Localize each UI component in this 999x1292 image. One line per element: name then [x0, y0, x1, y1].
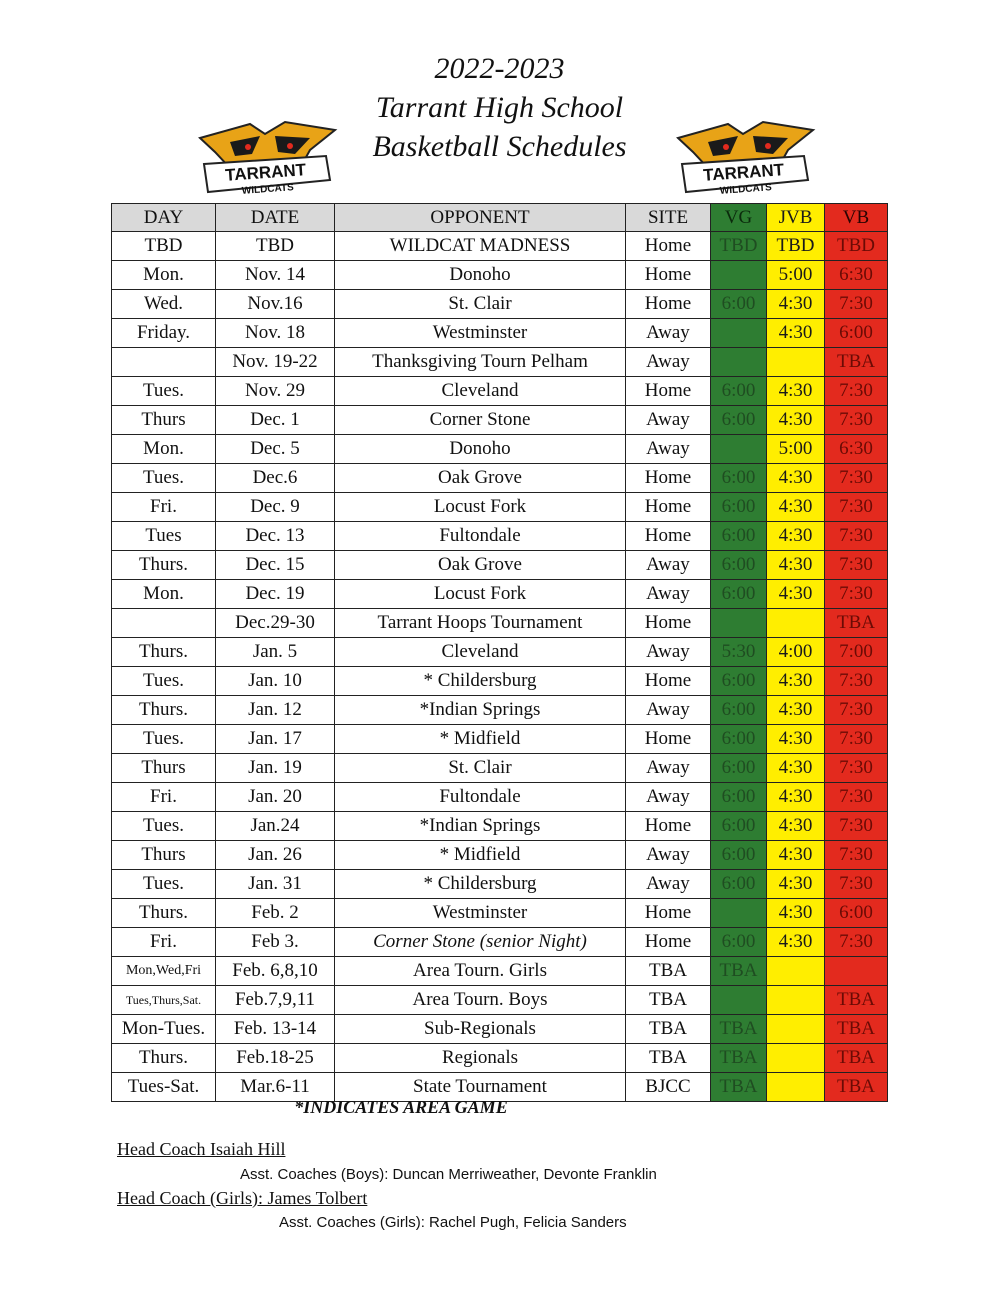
schedule-table [111, 203, 888, 1102]
cell-jvb: 4:30 [767, 580, 825, 609]
cell-opponent: St. Clair [335, 290, 626, 319]
cell-opponent: Corner Stone [335, 406, 626, 435]
cell-opponent: * Childersburg [335, 870, 626, 899]
cell-opponent: Sub-Regionals [335, 1015, 626, 1044]
table-row [112, 754, 888, 783]
cell-date: TBD [216, 232, 335, 261]
cell-vg [711, 319, 767, 348]
cell-date: Dec. 13 [216, 522, 335, 551]
asst-coaches-boys: Asst. Coaches (Boys): Duncan Merriweather, Devonte Franklin [240, 1166, 657, 1183]
cell-site: Away [626, 406, 711, 435]
cell-vg: TBD [711, 232, 767, 261]
cell-vb: 7:30 [825, 696, 888, 725]
cell-vg [711, 609, 767, 638]
cell-site: Home [626, 522, 711, 551]
logo-text-top: TARRANT [224, 160, 307, 185]
cell-opponent: Fultondale [335, 522, 626, 551]
cell-vb: 6:00 [825, 899, 888, 928]
cell-day: Tues,Thurs,Sat. [112, 986, 216, 1015]
cell-site: Away [626, 638, 711, 667]
cell-date: Jan. 10 [216, 667, 335, 696]
cell-jvb: 4:30 [767, 377, 825, 406]
cell-jvb: 4:30 [767, 696, 825, 725]
cell-vb: TBA [825, 609, 888, 638]
cell-jvb: 4:30 [767, 754, 825, 783]
area-game-note: *INDICATES AREA GAME [294, 1097, 508, 1117]
cell-site: TBA [626, 986, 711, 1015]
cell-site: Home [626, 377, 711, 406]
cell-vg: 6:00 [711, 928, 767, 957]
table-row [112, 348, 888, 377]
table-header-row [112, 204, 888, 232]
cell-opponent: Westminster [335, 319, 626, 348]
cell-vb: 6:30 [825, 435, 888, 464]
cell-date: Feb 3. [216, 928, 335, 957]
cell-vg [711, 435, 767, 464]
cell-vg: 6:00 [711, 841, 767, 870]
cell-jvb: 4:30 [767, 406, 825, 435]
cell-jvb: 4:30 [767, 551, 825, 580]
col-header-vb: VB [825, 204, 888, 232]
cell-site: Home [626, 812, 711, 841]
table-row [112, 406, 888, 435]
cell-day: Fri. [112, 493, 216, 522]
table-row [112, 464, 888, 493]
cell-vb: 7:30 [825, 522, 888, 551]
cell-day: Thurs. [112, 638, 216, 667]
cell-opponent: Tarrant Hoops Tournament [335, 609, 626, 638]
cell-jvb [767, 1044, 825, 1073]
logo-text-bottom: WILDCATS [719, 182, 773, 197]
cell-day: Thurs. [112, 551, 216, 580]
cell-vb: 7:30 [825, 725, 888, 754]
col-header-jvb: JVB [767, 204, 825, 232]
cell-opponent: Cleveland [335, 638, 626, 667]
cell-date: Jan. 20 [216, 783, 335, 812]
cell-date: Dec. 1 [216, 406, 335, 435]
cell-jvb: 5:00 [767, 435, 825, 464]
cell-vg: 6:00 [711, 754, 767, 783]
col-header-date: DATE [216, 204, 335, 232]
cell-vb: 7:30 [825, 812, 888, 841]
cell-vg: 6:00 [711, 551, 767, 580]
table-row [112, 609, 888, 638]
cell-jvb: 4:30 [767, 522, 825, 551]
table-row [112, 580, 888, 609]
cell-jvb [767, 609, 825, 638]
cell-day: Tues-Sat. [112, 1073, 216, 1102]
cell-day: Fri. [112, 928, 216, 957]
cell-day: Tues. [112, 812, 216, 841]
cell-jvb [767, 986, 825, 1015]
cell-date: Dec.6 [216, 464, 335, 493]
cell-opponent: Locust Fork [335, 493, 626, 522]
cell-vg [711, 348, 767, 377]
schedule-subtitle: Basketball Schedules [372, 130, 627, 163]
col-header-vg: VG [711, 204, 767, 232]
cell-jvb: 4:00 [767, 638, 825, 667]
cell-vb: 7:30 [825, 783, 888, 812]
cell-date: Dec.29-30 [216, 609, 335, 638]
cell-opponent: Fultondale [335, 783, 626, 812]
cell-vg: 6:00 [711, 522, 767, 551]
cell-day: Tues [112, 522, 216, 551]
cell-site: Away [626, 783, 711, 812]
cell-site: Home [626, 290, 711, 319]
cell-site: Home [626, 667, 711, 696]
cell-site: Away [626, 348, 711, 377]
schedule-year: 2022-2023 [434, 52, 565, 85]
cell-day: Tues. [112, 464, 216, 493]
cell-vg: 6:00 [711, 406, 767, 435]
asst-coaches-girls: Asst. Coaches (Girls): Rachel Pugh, Felicia Sanders [279, 1214, 627, 1231]
col-header-day: DAY [112, 204, 216, 232]
cell-jvb: 4:30 [767, 841, 825, 870]
cell-date: Nov. 14 [216, 261, 335, 290]
cell-site: Away [626, 870, 711, 899]
cell-vg [711, 986, 767, 1015]
cell-jvb: 5:00 [767, 261, 825, 290]
cell-jvb: 4:30 [767, 667, 825, 696]
cell-site: Away [626, 754, 711, 783]
cell-vb: 7:30 [825, 841, 888, 870]
table-row [112, 783, 888, 812]
cell-jvb: 4:30 [767, 870, 825, 899]
cell-vg: TBA [711, 1015, 767, 1044]
cell-vb: 7:30 [825, 551, 888, 580]
cell-date: Dec. 15 [216, 551, 335, 580]
cell-date: Jan. 26 [216, 841, 335, 870]
cell-opponent: Locust Fork [335, 580, 626, 609]
cell-opponent: Thanksgiving Tourn Pelham [335, 348, 626, 377]
cell-day: Tues. [112, 870, 216, 899]
col-header-site: SITE [626, 204, 711, 232]
cell-day: Thurs. [112, 1044, 216, 1073]
cell-date: Nov.16 [216, 290, 335, 319]
cell-site: Home [626, 464, 711, 493]
cell-vg: 6:00 [711, 870, 767, 899]
cell-opponent: WILDCAT MADNESS [335, 232, 626, 261]
cell-date: Jan. 17 [216, 725, 335, 754]
cell-vb [825, 957, 888, 986]
cell-vb: 7:30 [825, 377, 888, 406]
cell-jvb: 4:30 [767, 783, 825, 812]
cell-date: Feb.7,9,11 [216, 986, 335, 1015]
cell-date: Nov. 19-22 [216, 348, 335, 377]
cell-vb: 7:30 [825, 406, 888, 435]
cell-vb: 7:30 [825, 754, 888, 783]
cell-jvb: TBD [767, 232, 825, 261]
cell-site: TBA [626, 957, 711, 986]
cell-vg: TBA [711, 1044, 767, 1073]
table-row [112, 493, 888, 522]
cell-site: Home [626, 928, 711, 957]
cell-site: Away [626, 435, 711, 464]
cell-jvb [767, 1073, 825, 1102]
cell-vb: TBA [825, 1073, 888, 1102]
cell-vg [711, 899, 767, 928]
cell-day: Mon. [112, 435, 216, 464]
cell-opponent: Regionals [335, 1044, 626, 1073]
cell-date: Dec. 5 [216, 435, 335, 464]
cell-day: Fri. [112, 783, 216, 812]
table-row [112, 725, 888, 754]
schedule-body [112, 232, 888, 1102]
cell-vb: 7:30 [825, 290, 888, 319]
cell-day: Tues. [112, 667, 216, 696]
cell-vg [711, 261, 767, 290]
cell-date: Feb. 6,8,10 [216, 957, 335, 986]
cell-site: Home [626, 232, 711, 261]
cell-opponent: Oak Grove [335, 551, 626, 580]
cell-site: Home [626, 609, 711, 638]
table-row [112, 957, 888, 986]
cell-day: Thurs [112, 754, 216, 783]
table-row [112, 377, 888, 406]
cell-date: Jan. 5 [216, 638, 335, 667]
cell-vb: TBA [825, 986, 888, 1015]
cell-vg: TBA [711, 957, 767, 986]
cell-opponent: Westminster [335, 899, 626, 928]
cell-vb: 7:30 [825, 493, 888, 522]
cell-vb: 7:30 [825, 928, 888, 957]
cell-site: Home [626, 493, 711, 522]
table-row [112, 261, 888, 290]
cell-opponent: Oak Grove [335, 464, 626, 493]
table-row [112, 638, 888, 667]
cell-opponent: Corner Stone (senior Night) [335, 928, 626, 957]
cell-opponent: St. Clair [335, 754, 626, 783]
cell-day: Tues. [112, 725, 216, 754]
cell-opponent: * Midfield [335, 841, 626, 870]
cell-date: Mar.6-11 [216, 1073, 335, 1102]
cell-day: Friday. [112, 319, 216, 348]
cell-jvb: 4:30 [767, 290, 825, 319]
cell-jvb: 4:30 [767, 493, 825, 522]
cell-date: Feb. 2 [216, 899, 335, 928]
cell-opponent: *Indian Springs [335, 696, 626, 725]
cell-date: Dec. 9 [216, 493, 335, 522]
cell-jvb: 4:30 [767, 899, 825, 928]
wildcat-logo-icon [668, 120, 818, 200]
cell-vb: TBA [825, 1015, 888, 1044]
cell-site: Away [626, 551, 711, 580]
cell-jvb: 4:30 [767, 812, 825, 841]
logo-text-top: TARRANT [702, 160, 785, 185]
cell-date: Nov. 29 [216, 377, 335, 406]
cell-site: Home [626, 725, 711, 754]
cell-site: Away [626, 696, 711, 725]
cell-site: BJCC [626, 1073, 711, 1102]
cell-opponent: Cleveland [335, 377, 626, 406]
cell-site: Away [626, 841, 711, 870]
cell-vb: 6:00 [825, 319, 888, 348]
cell-vg: 6:00 [711, 667, 767, 696]
cell-vg: 6:00 [711, 725, 767, 754]
cell-vg: 6:00 [711, 580, 767, 609]
cell-jvb: 4:30 [767, 319, 825, 348]
cell-date: Jan. 31 [216, 870, 335, 899]
cell-day: TBD [112, 232, 216, 261]
table-row [112, 928, 888, 957]
cell-vg: 6:00 [711, 812, 767, 841]
cell-vb: 7:30 [825, 464, 888, 493]
table-row [112, 319, 888, 348]
logo-text-bottom: WILDCATS [241, 182, 295, 197]
cell-day: Thurs. [112, 696, 216, 725]
table-row [112, 986, 888, 1015]
cell-vg: 6:00 [711, 290, 767, 319]
table-row [112, 1044, 888, 1073]
cell-vb: 7:30 [825, 870, 888, 899]
cell-vg: 6:00 [711, 783, 767, 812]
cell-date: Jan. 19 [216, 754, 335, 783]
col-header-opponent: OPPONENT [335, 204, 626, 232]
cell-vb: 7:30 [825, 580, 888, 609]
table-row [112, 290, 888, 319]
cell-date: Nov. 18 [216, 319, 335, 348]
cell-day: Thurs [112, 841, 216, 870]
table-row [112, 232, 888, 261]
cell-day: Mon,Wed,Fri [112, 957, 216, 986]
cell-vg: 6:00 [711, 493, 767, 522]
cell-vb: TBA [825, 1044, 888, 1073]
cell-jvb [767, 957, 825, 986]
cell-date: Dec. 19 [216, 580, 335, 609]
cell-vg: 6:00 [711, 377, 767, 406]
cell-jvb: 4:30 [767, 464, 825, 493]
cell-vb: 7:00 [825, 638, 888, 667]
table-row [112, 522, 888, 551]
cell-date: Feb.18-25 [216, 1044, 335, 1073]
cell-vb: TBA [825, 348, 888, 377]
cell-vg: 6:00 [711, 696, 767, 725]
cell-vb: 7:30 [825, 667, 888, 696]
cell-jvb [767, 1015, 825, 1044]
cell-site: Away [626, 319, 711, 348]
cell-site: Home [626, 261, 711, 290]
head-coach-girls: Head Coach (Girls): James Tolbert [117, 1188, 368, 1208]
cell-site: Away [626, 580, 711, 609]
cell-day: Mon. [112, 261, 216, 290]
cell-date: Jan.24 [216, 812, 335, 841]
cell-vg: 6:00 [711, 464, 767, 493]
head-coach: Head Coach Isaiah Hill [117, 1139, 286, 1159]
cell-date: Feb. 13-14 [216, 1015, 335, 1044]
cell-day: Wed. [112, 290, 216, 319]
cell-day [112, 348, 216, 377]
cell-day: Thurs. [112, 899, 216, 928]
cell-date: Jan. 12 [216, 696, 335, 725]
cell-site: TBA [626, 1015, 711, 1044]
cell-day: Mon. [112, 580, 216, 609]
table-row [112, 435, 888, 464]
table-row [112, 812, 888, 841]
cell-opponent: * Childersburg [335, 667, 626, 696]
cell-day: Mon-Tues. [112, 1015, 216, 1044]
cell-vb: 6:30 [825, 261, 888, 290]
cell-jvb: 4:30 [767, 928, 825, 957]
cell-opponent: Area Tourn. Boys [335, 986, 626, 1015]
cell-day: Thurs [112, 406, 216, 435]
table-row [112, 1015, 888, 1044]
cell-opponent: State Tournament [335, 1073, 626, 1102]
cell-site: TBA [626, 1044, 711, 1073]
cell-vg: TBA [711, 1073, 767, 1102]
table-row [112, 551, 888, 580]
cell-day: Tues. [112, 377, 216, 406]
cell-opponent: Donoho [335, 261, 626, 290]
table-row [112, 667, 888, 696]
cell-opponent: *Indian Springs [335, 812, 626, 841]
cell-opponent: Donoho [335, 435, 626, 464]
table-row [112, 841, 888, 870]
table-row [112, 696, 888, 725]
table-row [112, 899, 888, 928]
cell-vg: 5:30 [711, 638, 767, 667]
school-name: Tarrant High School [375, 91, 624, 124]
wildcat-logo-icon [190, 120, 340, 200]
cell-vb: TBD [825, 232, 888, 261]
cell-day [112, 609, 216, 638]
cell-jvb [767, 348, 825, 377]
cell-opponent: * Midfield [335, 725, 626, 754]
cell-site: Home [626, 899, 711, 928]
cell-opponent: Area Tourn. Girls [335, 957, 626, 986]
table-row [112, 870, 888, 899]
cell-jvb: 4:30 [767, 725, 825, 754]
